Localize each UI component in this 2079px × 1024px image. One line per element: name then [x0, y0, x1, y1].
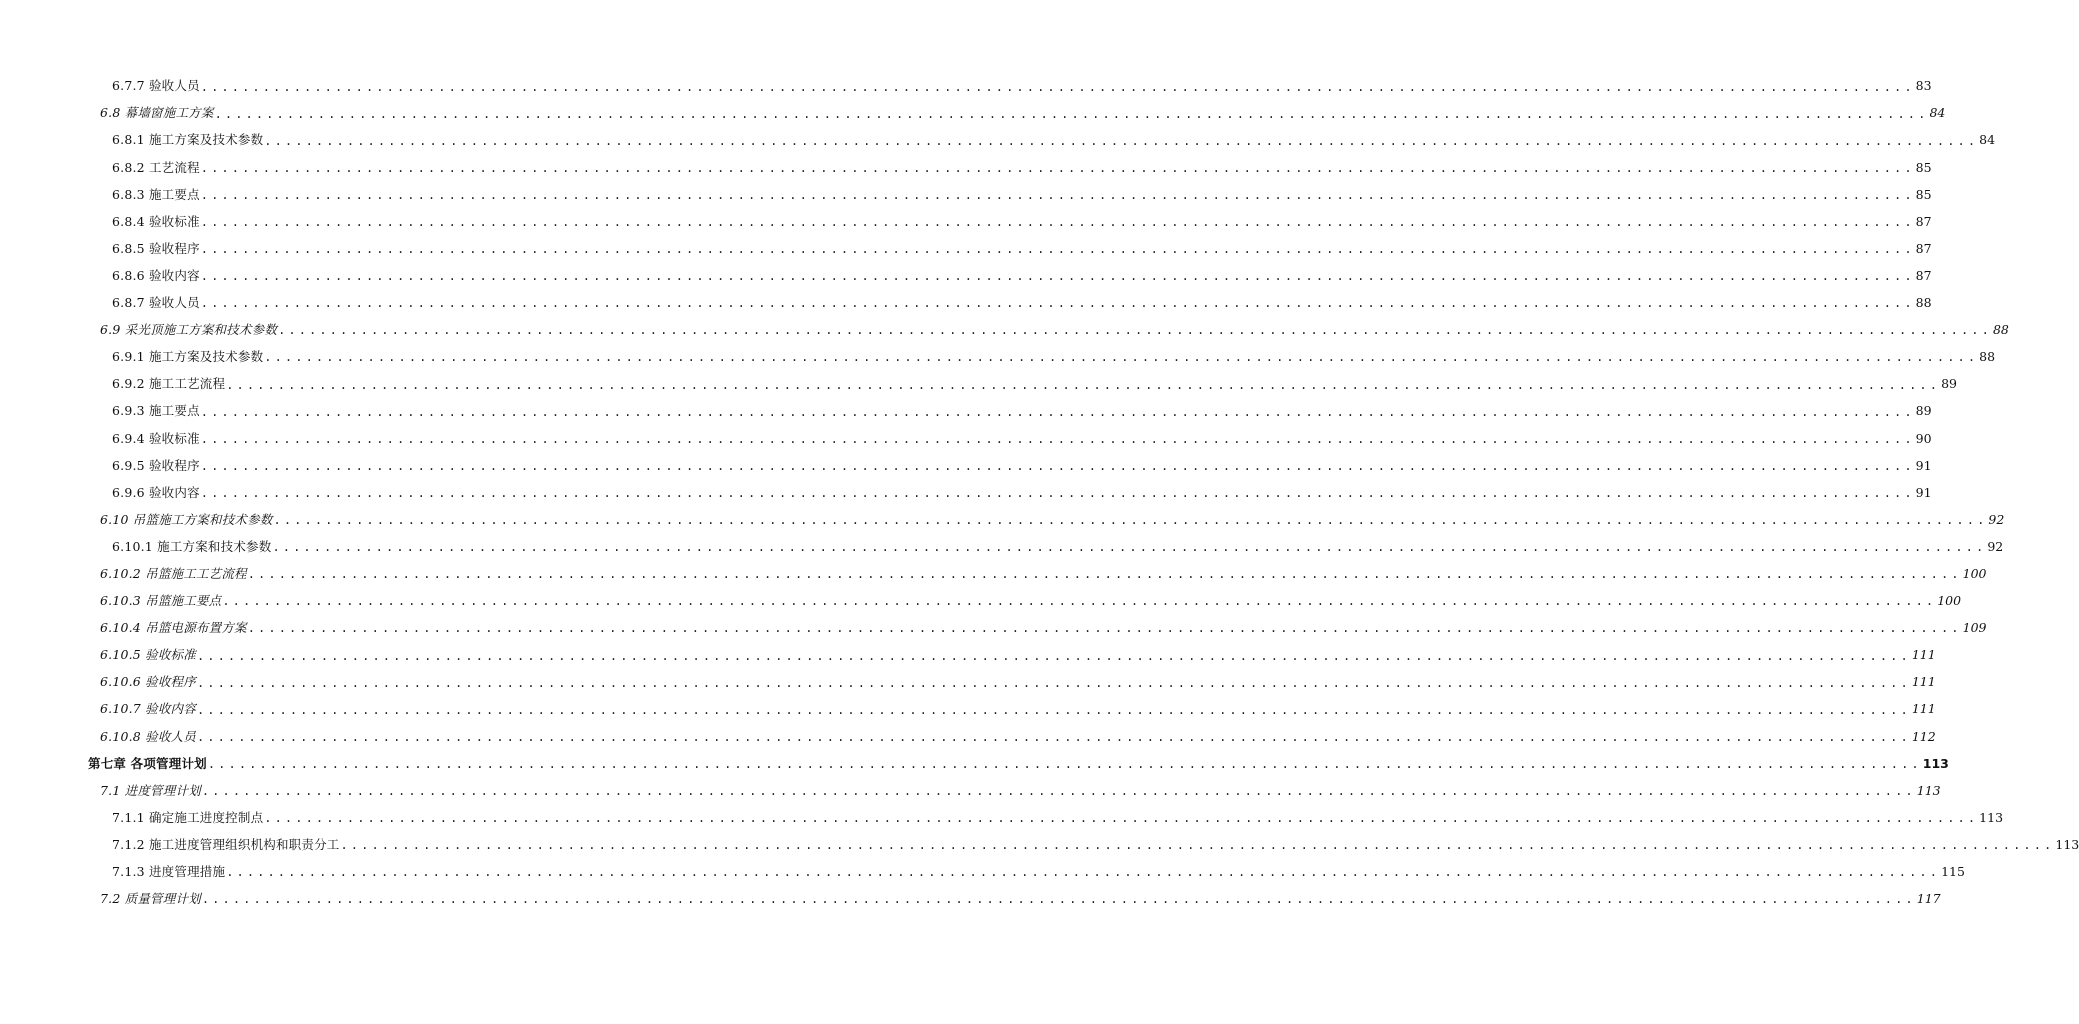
- toc-entry-page-number: 113: [1922, 755, 1949, 771]
- toc-entry-title: 6.9.3 施工要点: [112, 403, 200, 419]
- toc-entry[interactable]: [0, 669, 1936, 696]
- toc-entry-page-number: 117: [1916, 891, 1941, 907]
- toc-dot-leader: ......................................................................................................................................................................: [278, 323, 1992, 338]
- toc-entry-page-number: 113: [1916, 782, 1941, 798]
- toc-entry[interactable]: [0, 561, 1987, 588]
- toc-entry-page-number: 85: [1915, 186, 1932, 202]
- toc-dot-leader: ......................................................................................................................................................................: [196, 648, 1911, 663]
- toc-dot-leader: ......................................................................................................................................................................: [264, 350, 1979, 365]
- toc-entry[interactable]: [0, 181, 1932, 208]
- toc-entry-title: 7.1 进度管理计划: [100, 782, 201, 798]
- table-of-contents: [0, 73, 2079, 913]
- toc-entry[interactable]: [0, 344, 1996, 371]
- toc-dot-leader: ......................................................................................................................................................................: [196, 675, 1911, 690]
- toc-dot-leader: ......................................................................................................................................................................: [200, 215, 1915, 230]
- toc-entry-title: 6.10.3 吊篮施工要点: [100, 593, 222, 609]
- toc-entry[interactable]: [0, 371, 1957, 398]
- toc-entry[interactable]: [0, 859, 1965, 886]
- toc-entry-title: 6.9.2 施工工艺流程: [112, 376, 226, 392]
- toc-dot-leader: ......................................................................................................................................................................: [222, 594, 1937, 609]
- toc-entry[interactable]: [0, 696, 1936, 723]
- toc-dot-leader: ......................................................................................................................................................................: [247, 621, 1962, 636]
- toc-dot-leader: ......................................................................................................................................................................: [201, 783, 1916, 798]
- toc-entry[interactable]: [0, 263, 1932, 290]
- toc-entry-title: 6.9.4 验收标准: [112, 430, 200, 446]
- toc-entry-page-number: 111: [1911, 647, 1936, 663]
- toc-dot-leader: ......................................................................................................................................................................: [200, 485, 1915, 500]
- toc-entry-page-number: 92: [1988, 511, 2005, 527]
- toc-dot-leader: ......................................................................................................................................................................: [200, 458, 1915, 473]
- toc-entry-page-number: 111: [1911, 674, 1936, 690]
- toc-entry-page-number: 88: [1915, 295, 1932, 311]
- toc-entry-page-number: 91: [1915, 484, 1932, 500]
- toc-entry-title: 7.1.2 施工进度管理组织机构和职责分工: [112, 836, 340, 852]
- toc-dot-leader: ......................................................................................................................................................................: [226, 377, 1941, 392]
- toc-dot-leader: ......................................................................................................................................................................: [200, 242, 1915, 257]
- toc-entry-page-number: 83: [1915, 78, 1932, 94]
- toc-entry[interactable]: [0, 507, 2005, 534]
- toc-dot-leader: ......................................................................................................................................................................: [200, 187, 1915, 202]
- toc-entry[interactable]: [0, 317, 2009, 344]
- toc-entry-title: 6.9.5 验收程序: [112, 457, 200, 473]
- toc-entry-page-number: 111: [1911, 701, 1936, 717]
- toc-entry-page-number: 89: [1915, 403, 1932, 419]
- toc-dot-leader: ......................................................................................................................................................................: [207, 756, 1922, 771]
- toc-entry-title: 6.10.7 验收内容: [100, 701, 196, 717]
- toc-entry-page-number: 91: [1915, 457, 1932, 473]
- toc-entry[interactable]: [0, 750, 1949, 777]
- toc-entry-title: 7.1.3 进度管理措施: [112, 864, 226, 880]
- toc-entry-page-number: 92: [1987, 538, 2004, 554]
- toc-dot-leader: ......................................................................................................................................................................: [214, 106, 1929, 121]
- toc-entry-title: 6.9.6 验收内容: [112, 484, 200, 500]
- toc-entry[interactable]: [0, 588, 1962, 615]
- toc-entry[interactable]: [0, 236, 1932, 263]
- toc-entry[interactable]: [0, 723, 1936, 750]
- toc-dot-leader: ......................................................................................................................................................................: [272, 540, 1987, 555]
- toc-entry[interactable]: [0, 479, 1932, 506]
- toc-entry-page-number: 109: [1962, 620, 1987, 636]
- toc-dot-leader: ......................................................................................................................................................................: [226, 865, 1941, 880]
- toc-dot-leader: ......................................................................................................................................................................: [200, 79, 1915, 94]
- toc-entry-page-number: 88: [1979, 349, 1996, 365]
- toc-entry-title: 6.10.2 吊篮施工工艺流程: [100, 565, 247, 581]
- toc-entry[interactable]: [0, 777, 1941, 804]
- toc-entry-title: 6.8.7 验收人员: [112, 295, 200, 311]
- toc-entry[interactable]: [0, 154, 1932, 181]
- toc-dot-leader: ......................................................................................................................................................................: [264, 133, 1979, 148]
- toc-entry-title: 7.2 质量管理计划: [100, 891, 201, 907]
- toc-entry-title: 6.10 吊篮施工方案和技术参数: [100, 511, 273, 527]
- toc-entry-page-number: 90: [1915, 430, 1932, 446]
- toc-entry[interactable]: [0, 425, 1932, 452]
- toc-entry-title: 6.9 采光顶施工方案和技术参数: [100, 322, 278, 338]
- toc-entry-title: 6.7.7 验收人员: [112, 78, 200, 94]
- toc-entry[interactable]: [0, 886, 1941, 913]
- toc-dot-leader: ......................................................................................................................................................................: [196, 729, 1911, 744]
- toc-dot-leader: ......................................................................................................................................................................: [200, 431, 1915, 446]
- toc-dot-leader: ......................................................................................................................................................................: [247, 567, 1962, 582]
- toc-entry-title: 6.9.1 施工方案及技术参数: [112, 349, 264, 365]
- toc-entry-title: 6.10.4 吊篮电源布置方案: [100, 620, 247, 636]
- toc-entry-title: 6.8.1 施工方案及技术参数: [112, 132, 264, 148]
- toc-entry-page-number: 100: [1962, 565, 1987, 581]
- toc-entry[interactable]: [0, 452, 1932, 479]
- toc-entry-page-number: 84: [1929, 105, 1946, 121]
- toc-entry-page-number: 89: [1941, 376, 1957, 392]
- toc-entry[interactable]: [0, 642, 1936, 669]
- toc-entry-page-number: 115: [1941, 864, 1965, 880]
- toc-entry-page-number: 112: [1911, 728, 1936, 744]
- toc-dot-leader: ......................................................................................................................................................................: [273, 513, 1988, 528]
- toc-entry-title: 6.10.5 验收标准: [100, 647, 196, 663]
- toc-entry-title: 7.1.1 确定施工进度控制点: [112, 809, 264, 825]
- toc-entry-page-number: 113: [2055, 836, 2079, 852]
- toc-dot-leader: ......................................................................................................................................................................: [264, 811, 1979, 826]
- toc-entry-page-number: 100: [1937, 593, 1962, 609]
- toc-dot-leader: ......................................................................................................................................................................: [200, 296, 1915, 311]
- toc-entry-title: 6.8.2 工艺流程: [112, 159, 200, 175]
- toc-entry[interactable]: [0, 290, 1932, 317]
- toc-entry[interactable]: [0, 398, 1932, 425]
- toc-entry[interactable]: [0, 534, 2004, 561]
- toc-entry[interactable]: [0, 127, 1996, 154]
- toc-entry-page-number: 87: [1915, 267, 1932, 283]
- toc-entry-title: 第七章 各项管理计划: [88, 755, 207, 771]
- toc-dot-leader: ......................................................................................................................................................................: [200, 404, 1915, 419]
- toc-entry-title: 6.8.5 验收程序: [112, 240, 200, 256]
- toc-dot-leader: ......................................................................................................................................................................: [340, 838, 2055, 853]
- toc-entry-page-number: 84: [1979, 132, 1996, 148]
- toc-entry[interactable]: [0, 100, 1946, 127]
- toc-dot-leader: ......................................................................................................................................................................: [196, 702, 1911, 717]
- toc-entry-page-number: 87: [1915, 213, 1932, 229]
- toc-entry-page-number: 85: [1915, 159, 1932, 175]
- toc-entry-title: 6.8.4 验收标准: [112, 213, 200, 229]
- toc-entry-title: 6.10.6 验收程序: [100, 674, 196, 690]
- toc-entry[interactable]: [0, 73, 1932, 100]
- toc-entry-page-number: 88: [1992, 322, 2009, 338]
- toc-entry-title: 6.8.3 施工要点: [112, 186, 200, 202]
- toc-entry-title: 6.8 幕墙窗施工方案: [100, 105, 214, 121]
- toc-entry-page-number: 87: [1915, 240, 1932, 256]
- toc-entry[interactable]: [0, 208, 1932, 235]
- toc-entry-title: 6.10.8 验收人员: [100, 728, 196, 744]
- toc-dot-leader: ......................................................................................................................................................................: [200, 160, 1915, 175]
- toc-entry-title: 6.10.1 施工方案和技术参数: [112, 538, 272, 554]
- toc-dot-leader: ......................................................................................................................................................................: [200, 269, 1915, 284]
- toc-entry-title: 6.8.6 验收内容: [112, 267, 200, 283]
- toc-entry[interactable]: [0, 615, 1987, 642]
- toc-entry[interactable]: [0, 805, 2004, 832]
- toc-dot-leader: ......................................................................................................................................................................: [201, 892, 1916, 907]
- toc-entry-page-number: 113: [1979, 809, 2004, 825]
- toc-entry[interactable]: [0, 832, 2079, 859]
